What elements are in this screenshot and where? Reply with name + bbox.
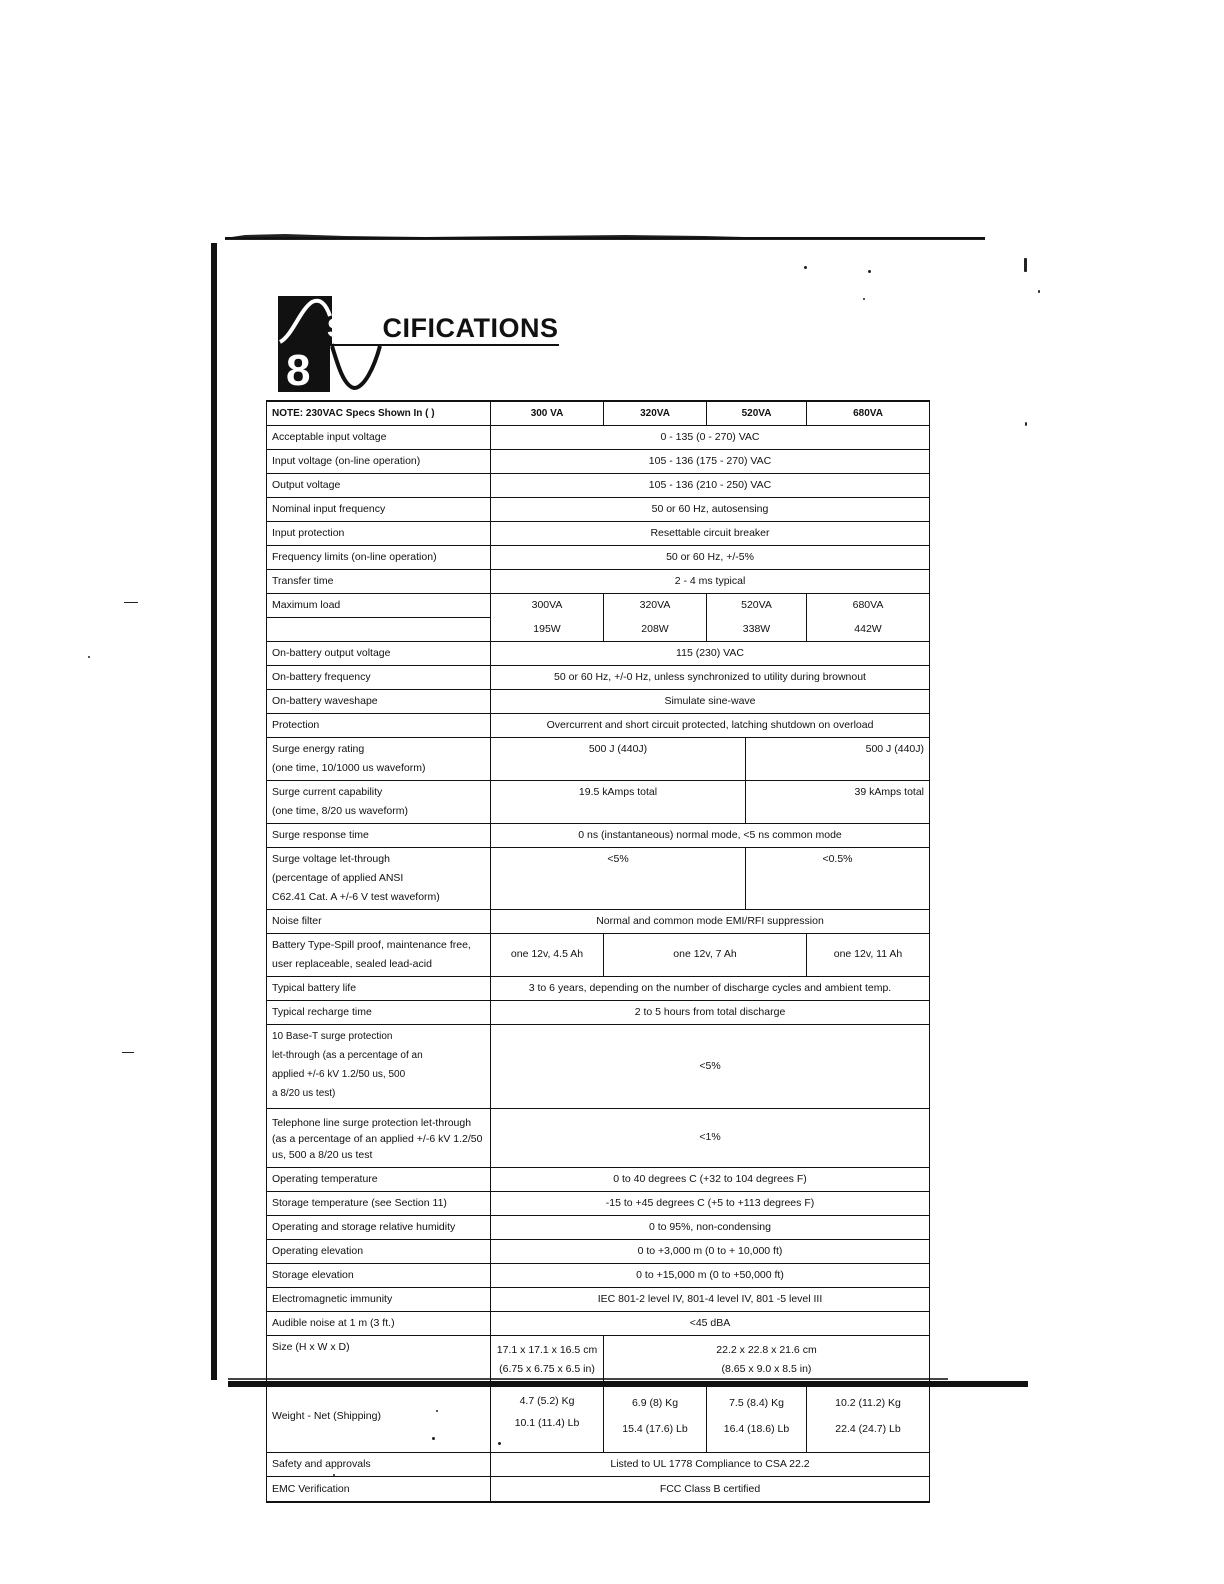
table-row [267,665,930,689]
table-row [267,1476,930,1502]
max-load-680-w: 442W [807,618,930,642]
row-label-line: (percentage of applied ANSI [272,871,404,884]
row-value: 2 to 5 hours from total discharge [491,1000,930,1024]
row-label-line: (one time, 8/20 us waveform) [272,804,408,817]
row-value: 0 ns (instantaneous) normal mode, <5 ns common mode [491,823,930,847]
table-row [267,1215,930,1239]
battery-type-300: one 12v, 4.5 Ah [491,933,604,976]
row-value: 0 to +15,000 m (0 to +50,000 ft) [491,1263,930,1287]
row-label-line: Battery Type-Spill proof, maintenance free, [272,938,471,951]
row-value: 0 - 135 (0 - 270) VAC [491,426,930,450]
weight-lb: 10.1 (11.4) Lb [514,1416,580,1429]
row-label: Acceptable input voltage [267,426,491,450]
row-label: Protection [267,713,491,737]
row-label [267,847,491,909]
header-note: NOTE: 230VAC Specs Shown In ( ) [267,401,491,426]
row-value: 105 - 136 (210 - 250) VAC [491,474,930,498]
max-load-320-w: 208W [604,618,707,642]
row-label-line: us, 500 a 8/20 us test [272,1148,373,1161]
row-label: Transfer time [267,570,491,594]
table-row [267,1167,930,1191]
weight-lb: 16.4 (18.6) Lb [723,1422,790,1435]
row-label [267,1108,491,1167]
speck [122,1052,134,1053]
row-label: Input protection [267,522,491,546]
row-label: Audible noise at 1 m (3 ft.) [267,1311,491,1335]
row-label-line: let-through (as a percentage of an [272,1049,423,1061]
table-row [267,641,930,665]
row-value: <45 dBA [491,1311,930,1335]
table-row-surge-letthrough [267,847,930,909]
table-row [267,689,930,713]
row-label: On-battery frequency [267,665,491,689]
table-row-max-load-watts [267,618,930,642]
surge-current-small: 19.5 kAmps total [491,780,746,823]
title-overlay: SPE [327,313,383,343]
weight-680 [807,1381,930,1452]
speck [863,298,865,300]
row-value: <1% [491,1108,930,1167]
weight-kg: 7.5 (8.4) Kg [729,1396,784,1409]
table-row-size [267,1335,930,1381]
row-value: Simulate sine-wave [491,689,930,713]
size-large-in: (8.65 x 9.0 x 8.5 in) [721,1362,812,1375]
page-title [327,313,559,344]
row-value: Listed to UL 1778 Compliance to CSA 22.2 [491,1452,930,1476]
row-label: Maximum load [267,594,491,618]
table-row [267,1311,930,1335]
row-label-blank [267,618,491,642]
weight-520 [707,1381,807,1452]
table-row [267,1263,930,1287]
weight-300 [491,1381,604,1452]
table-row [267,474,930,498]
surge-letthrough-small: <5% [491,847,746,909]
table-row [267,522,930,546]
row-value: 105 - 136 (175 - 270) VAC [491,450,930,474]
table-row-surge-current [267,780,930,823]
row-label: Frequency limits (on-line operation) [267,546,491,570]
row-label [267,737,491,780]
row-label: Typical recharge time [267,1000,491,1024]
row-label-line: (as a percentage of an applied +/-6 kV 1.2/50 [272,1132,483,1145]
row-label-line: Telephone line surge protection let-through [272,1116,472,1129]
weight-lb: 22.4 (24.7) Lb [835,1422,901,1435]
weight-kg: 10.2 (11.2) Kg [835,1396,901,1409]
speck [1038,290,1040,293]
row-label: Storage elevation [267,1263,491,1287]
size-small [491,1335,604,1381]
row-label: Surge response time [267,823,491,847]
row-label-line: (one time, 10/1000 us waveform) [272,761,426,774]
header-300va: 300 VA [491,401,604,426]
surge-energy-small: 500 J (440J) [491,737,746,780]
row-label-line: Surge current capability [272,785,383,798]
row-label-line: applied +/-6 kV 1.2/50 us, 500 [272,1068,406,1080]
table-row-weight [267,1381,930,1452]
table-row [267,713,930,737]
max-load-520-w: 338W [707,618,807,642]
specifications-table [266,400,930,1503]
row-label: Operating elevation [267,1239,491,1263]
row-value: Overcurrent and short circuit protected, latching shutdown on overload [491,713,930,737]
table-row [267,1452,930,1476]
row-label [267,933,491,976]
row-label: EMC Verification [267,1476,491,1502]
row-value: 3 to 6 years, depending on the number of discharge cycles and ambient temp. [491,976,930,1000]
max-load-520-va: 520VA [707,594,807,618]
row-label: Electromagnetic immunity [267,1287,491,1311]
row-value: 0 to 40 degrees C (+32 to 104 degrees F) [491,1167,930,1191]
max-load-300-va: 300VA [491,594,604,618]
row-value: 50 or 60 Hz, +/-0 Hz, unless synchronized to utility during brownout [491,665,930,689]
battery-type-320-520: one 12v, 7 Ah [604,933,807,976]
surge-current-large: 39 kAmps total [746,780,930,823]
size-large-cm: 22.2 x 22.8 x 21.6 cm [716,1343,817,1356]
scan-left-edge [211,243,217,1380]
speck [804,266,807,269]
row-label: Size (H x W x D) [267,1335,491,1381]
row-label: Safety and approvals [267,1452,491,1476]
size-small-in: (6.75 x 6.75 x 6.5 in) [499,1362,595,1375]
row-label: Operating and storage relative humidity [267,1215,491,1239]
row-label: Nominal input frequency [267,498,491,522]
table-row-telephone [267,1108,930,1167]
table-row [267,823,930,847]
size-small-cm: 17.1 x 17.1 x 16.5 cm [496,1343,598,1356]
max-load-320-va: 320VA [604,594,707,618]
speck [1025,422,1027,426]
battery-type-680: one 12v, 11 Ah [807,933,930,976]
speck [88,656,90,658]
table-row-surge-energy [267,737,930,780]
row-label: Operating temperature [267,1167,491,1191]
table-row-max-load [267,594,930,618]
table-row [267,498,930,522]
table-row [267,546,930,570]
row-label [267,1024,491,1108]
row-label: Noise filter [267,909,491,933]
row-value: Resettable circuit breaker [491,522,930,546]
table-row [267,426,930,450]
row-label: Typical battery life [267,976,491,1000]
row-label: Weight - Net (Shipping) [267,1381,491,1452]
row-label: Output voltage [267,474,491,498]
row-value: 0 to 95%, non-condensing [491,1215,930,1239]
table-row [267,570,930,594]
row-label [267,780,491,823]
surge-letthrough-large: <0.5% [746,847,930,909]
row-label: Storage temperature (see Section 11) [267,1191,491,1215]
row-label-line: Surge energy rating [272,742,365,755]
row-label: On-battery output voltage [267,641,491,665]
header-680va: 680VA [807,401,930,426]
table-row [267,976,930,1000]
speck [868,270,871,273]
row-label-line: C62.41 Cat. A +/-6 V test waveform) [272,890,440,903]
weight-320 [604,1381,707,1452]
row-value: 50 or 60 Hz, +/-5% [491,546,930,570]
row-value: FCC Class B certified [491,1476,930,1502]
speck [1024,258,1027,272]
speck [124,602,138,603]
max-load-300-w: 195W [491,618,604,642]
row-value: <5% [491,1024,930,1108]
row-value: -15 to +45 degrees C (+5 to +113 degrees F) [491,1191,930,1215]
row-value: 2 - 4 ms typical [491,570,930,594]
weight-kg: 6.9 (8) Kg [631,1396,679,1409]
row-label: On-battery waveshape [267,689,491,713]
row-value: 115 (230) VAC [491,641,930,665]
table-row [267,1239,930,1263]
scan-top-edge [225,229,985,241]
row-value: 50 or 60 Hz, autosensing [491,498,930,522]
size-large [604,1335,930,1381]
row-label-line: 10 Base-T surge protection [272,1030,393,1042]
table-row-battery-type [267,933,930,976]
table-row-10base-t [267,1024,930,1108]
title-rest: CIFICATIONS [382,313,559,343]
max-load-680-va: 680VA [807,594,930,618]
header-520va: 520VA [707,401,807,426]
table-header-row [267,401,930,426]
table-row [267,909,930,933]
title-underline [327,344,559,346]
table-row [267,1000,930,1024]
weight-kg: 4.7 (5.2) Kg [519,1394,575,1407]
table-row [267,1287,930,1311]
row-label-line: user replaceable, sealed lead-acid [272,957,432,970]
logo-digit: 8 [286,346,311,392]
row-value: 0 to +3,000 m (0 to + 10,000 ft) [491,1239,930,1263]
row-label-line: Surge voltage let-through [272,852,390,865]
row-value: Normal and common mode EMI/RFI suppression [491,909,930,933]
weight-lb: 15.4 (17.6) Lb [622,1422,688,1435]
table-row [267,450,930,474]
row-value: IEC 801-2 level IV, 801-4 level IV, 801 -5 level III [491,1287,930,1311]
row-label: Input voltage (on-line operation) [267,450,491,474]
table-row [267,1191,930,1215]
row-label-line: a 8/20 us test) [272,1087,336,1099]
surge-energy-large: 500 J (440J) [746,737,930,780]
header-320va: 320VA [604,401,707,426]
